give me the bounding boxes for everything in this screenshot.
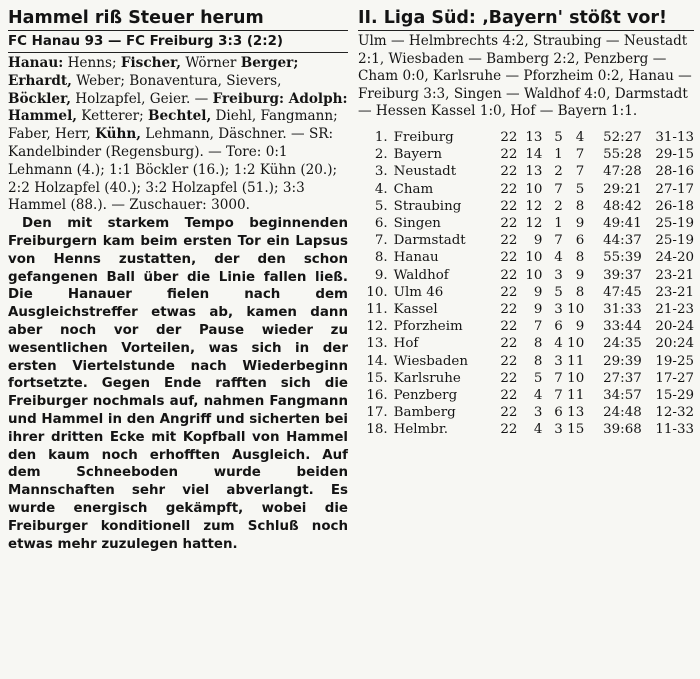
draws: 6 (554, 405, 563, 421)
games-played: 22 (500, 233, 518, 249)
goal-ratio: 44:37 (603, 233, 642, 249)
standing-position: 6. (374, 215, 388, 231)
team-name: Straubing (393, 198, 462, 214)
games-played: 22 (500, 405, 518, 421)
wins: 5 (533, 370, 543, 386)
points: 24-20 (655, 250, 694, 266)
table-row (364, 284, 694, 301)
draws: 3 (554, 422, 563, 438)
table-row (364, 129, 694, 146)
lineup-text: Henns; (63, 55, 121, 71)
draws: 6 (554, 319, 563, 335)
points: 15-29 (655, 388, 694, 404)
losses: 8 (575, 198, 585, 214)
article-headline: Hammel riß Steuer herum (8, 8, 264, 28)
draws: 7 (554, 370, 563, 386)
standing-position: 7. (374, 233, 388, 249)
lineup-bold-text: Hanau: (8, 55, 64, 71)
points: 25-19 (655, 233, 694, 249)
points: 12-32 (655, 405, 694, 421)
wins: 13 (525, 164, 543, 180)
points: 20-24 (655, 319, 694, 335)
losses: 10 (567, 336, 585, 352)
points: 28-16 (655, 164, 694, 180)
standing-position: 2. (374, 147, 388, 163)
standing-position: 8. (374, 250, 388, 266)
team-name: Darmstadt (393, 233, 466, 249)
standing-position: 13. (366, 336, 388, 352)
losses: 13 (567, 405, 585, 421)
league-headline-rule (358, 30, 694, 31)
draws: 2 (554, 164, 563, 180)
table-row (364, 146, 694, 163)
goal-ratio: 55:39 (603, 250, 642, 266)
standing-position: 17. (366, 405, 388, 421)
wins: 10 (525, 181, 543, 197)
games-played: 22 (500, 215, 518, 231)
match-result-subhead: FC Hanau 93 — FC Freiburg 3:3 (2:2) (8, 34, 284, 49)
headline-rule (8, 30, 348, 31)
team-name: Kassel (393, 302, 438, 317)
lineup-text: Diehl, Fangmann; Faber, Herr, (8, 108, 338, 143)
lineup-bold-text: Kühn, (95, 126, 141, 143)
draws: 4 (554, 336, 563, 352)
goal-ratio: 55:28 (603, 147, 642, 163)
wins: 9 (533, 302, 543, 317)
goal-ratio: 27:37 (603, 370, 642, 386)
table-row (364, 232, 694, 249)
standing-position: 18. (366, 422, 388, 438)
losses: 11 (567, 388, 585, 404)
team-name: Helmbr. (393, 422, 449, 438)
team-name: Hanau (393, 250, 439, 266)
standing-position: 1. (374, 129, 388, 145)
team-name: Neustadt (393, 164, 457, 180)
lineup-text: Wörner (181, 55, 241, 71)
goal-ratio: 31:33 (603, 302, 642, 317)
losses: 10 (567, 370, 585, 386)
goal-ratio: 52:27 (603, 129, 642, 145)
games-played: 22 (500, 250, 518, 266)
lineup-bold-text: Fischer, (120, 55, 182, 71)
draws: 1 (554, 215, 563, 231)
wins: 7 (533, 319, 543, 335)
losses: 8 (575, 284, 585, 300)
table-row (364, 421, 694, 438)
lineup-bold-text: Freiburg: Adolph: Hammel, (8, 90, 348, 125)
games-played: 22 (500, 302, 518, 317)
games-played: 22 (500, 181, 518, 197)
table-row (364, 404, 694, 421)
team-name: Freiburg (393, 129, 454, 145)
standing-position: 5. (374, 198, 388, 214)
wins: 10 (525, 250, 543, 266)
team-name: Bamberg (393, 405, 456, 421)
table-row (364, 249, 694, 266)
draws: 7 (554, 233, 563, 249)
league-column (358, 0, 694, 439)
wins: 4 (533, 388, 543, 404)
lineup-bold-text: Bechtel, (148, 108, 212, 125)
losses: 9 (575, 319, 585, 335)
goal-ratio: 24:48 (603, 405, 642, 421)
goal-ratio: 47:45 (603, 284, 642, 300)
lineup-text: Holzapfel, Geier. — (70, 90, 213, 107)
wins: 10 (525, 267, 543, 283)
table-row (364, 335, 694, 352)
games-played: 22 (500, 422, 518, 438)
losses: 7 (575, 147, 585, 163)
games-played: 22 (500, 198, 518, 214)
losses: 5 (575, 181, 585, 197)
draws: 3 (554, 353, 563, 369)
losses: 7 (575, 164, 585, 180)
standing-position: 10. (366, 284, 388, 300)
games-played: 22 (500, 147, 518, 163)
losses: 9 (575, 215, 585, 231)
team-name: Wiesbaden (393, 353, 468, 369)
table-row (364, 370, 694, 387)
table-row (364, 267, 694, 284)
wins: 9 (533, 284, 543, 300)
table-row (364, 387, 694, 404)
losses: 11 (567, 353, 585, 369)
points: 20:24 (655, 336, 694, 352)
goal-ratio: 48:42 (603, 198, 642, 214)
games-played: 22 (500, 370, 518, 386)
goal-ratio: 47:28 (603, 164, 642, 180)
wins: 12 (525, 198, 543, 214)
table-row (364, 181, 694, 198)
points: 25-19 (655, 215, 694, 231)
wins: 12 (525, 215, 543, 231)
draws: 5 (554, 129, 563, 145)
lineup-bold-text: Berger; Erhardt, (8, 55, 299, 89)
standing-position: 12. (366, 319, 388, 335)
goal-ratio: 49:41 (603, 215, 642, 231)
games-played: 22 (500, 319, 518, 335)
lineup-paragraph (8, 55, 348, 215)
points: 29-15 (655, 147, 694, 163)
losses: 15 (567, 422, 585, 438)
wins: 4 (533, 422, 543, 438)
points: 26-18 (655, 198, 694, 214)
table-row (364, 353, 694, 370)
draws: 3 (554, 302, 563, 317)
team-name: Cham (393, 181, 434, 197)
lineup-text: Ketterer; (76, 108, 149, 125)
table-row (364, 163, 694, 180)
lineup-text: Weber; Bonaventura, Sievers, (71, 72, 282, 89)
match-report-column (8, 0, 348, 553)
goal-ratio: 24:35 (603, 336, 642, 352)
table-row (364, 301, 694, 318)
standing-position: 9. (374, 267, 388, 283)
standing-position: 3. (374, 164, 388, 180)
lineup-bold-text: Böckler, (8, 90, 71, 107)
games-played: 22 (500, 353, 518, 369)
wins: 8 (533, 336, 543, 352)
points: 23-21 (655, 284, 694, 300)
team-name: Penzberg (393, 388, 458, 404)
draws: 4 (554, 250, 563, 266)
standings-table (364, 129, 694, 439)
draws: 5 (554, 284, 563, 300)
games-played: 22 (500, 129, 518, 145)
subhead-rule (8, 52, 348, 53)
results-paragraph: Ulm — Helmbrechts 4:2, Straubing — Neustadt 2:1, Wiesbaden — Bamberg 2:2, Penzberg — Cham 0:0, Karlsruhe — Pforzheim 0:2, Hanau — Freiburg 3:3, Singen — Waldhof 4:0, Darmstadt — Hessen Kassel 1:0, Hof — Bayern 1:1. (358, 33, 692, 120)
standing-position: 15. (366, 370, 388, 386)
draws: 2 (554, 198, 563, 214)
games-played: 22 (500, 164, 518, 180)
lineup-text: Lehmann, Däschner. — SR: Kandelbinder (Regensburg). — Tore: 0:1 Lehmann (4.); 1:1 Böckler (16.); 1:2 Kühn (20.); 2:2 Holzapfel (40.); 3:2 Holzapfel (51.); 3:3 Hammel (88.). — Zuschauer: 3000. (8, 126, 338, 214)
team-name: Bayern (393, 147, 443, 163)
losses: 9 (575, 267, 585, 283)
goal-ratio: 39:68 (603, 422, 642, 438)
wins: 8 (533, 353, 543, 369)
team-name: Waldhof (393, 267, 449, 283)
team-name: Karlsruhe (393, 370, 461, 386)
points: 27-17 (655, 181, 694, 197)
points: 21-23 (655, 302, 694, 317)
draws: 1 (554, 147, 563, 163)
losses: 6 (575, 233, 585, 249)
standing-position: 16. (366, 388, 388, 404)
wins: 3 (533, 405, 543, 421)
points: 31-13 (655, 129, 694, 145)
goal-ratio: 29:21 (603, 181, 642, 197)
draws: 3 (554, 267, 563, 283)
wins: 9 (533, 233, 543, 249)
goal-ratio: 33:44 (603, 319, 642, 335)
table-row (364, 198, 694, 215)
standing-position: 4. (374, 181, 388, 197)
wins: 13 (525, 129, 543, 145)
standing-position: 14. (366, 353, 388, 369)
draws: 7 (554, 181, 563, 197)
team-name: Hof (393, 336, 419, 352)
points: 23-21 (655, 267, 694, 283)
losses: 4 (575, 129, 585, 145)
points: 17-27 (655, 370, 694, 386)
table-row (364, 318, 694, 335)
goal-ratio: 39:37 (603, 267, 642, 283)
points: 11-33 (655, 422, 694, 438)
games-played: 22 (500, 388, 518, 404)
goal-ratio: 34:57 (603, 388, 642, 404)
games-played: 22 (500, 284, 518, 300)
team-name: Ulm 46 (393, 284, 444, 300)
games-played: 22 (500, 267, 518, 283)
table-row (364, 215, 694, 232)
points: 19-25 (655, 353, 694, 369)
league-headline: II. Liga Süd: ‚Bayern' stößt vor! (358, 8, 667, 28)
goal-ratio: 29:39 (603, 353, 642, 369)
standing-position: 11. (366, 302, 388, 317)
losses: 10 (567, 302, 585, 317)
losses: 8 (575, 250, 585, 266)
draws: 7 (554, 388, 563, 404)
wins: 14 (525, 147, 543, 163)
team-name: Pforzheim (393, 319, 463, 335)
match-report-paragraph: Den mit starkem Tempo beginnenden Freiburgern kam beim ersten Tor ein Lapsus von Henns zustatten, der den schon gefangenen Ball über die Linie fallen ließ. Die Hanauer fielen nach dem Ausgleichstreffer etwas ab, kamen dann aber noch vor der Pause wieder zu wesentlichen Vorteilen, was sich in der ersten Viertelstunde nach Wiederbeginn fortsetzte. Gegen Ende rafften sich die Freiburger nochmals auf, nahmen Fangmann und Hammel in den Angriff und sicherten bei ihrer dritten Ecke mit Kopfball von Hammel den kaum noch erhofften Ausgleich. Auf dem Schneeboden wurde beiden Mannschaften sehr viel abverlangt. Es wurde energisch gekämpft, wobei die Freiburger konditionell zum Schluß noch etwas mehr zuzulegen hatten. (8, 216, 348, 552)
games-played: 22 (500, 336, 518, 352)
team-name: Singen (393, 215, 441, 231)
